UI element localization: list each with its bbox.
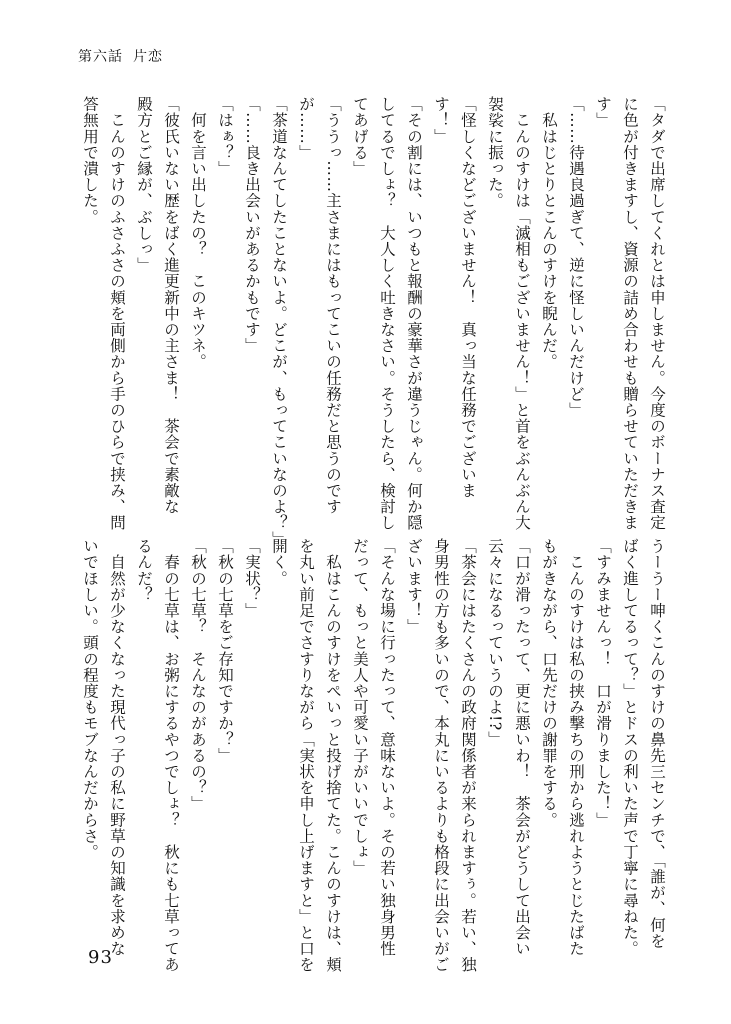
- text-line: 「茶道なんてしたことないよ。どこが、もってこいなのよ？」: [270, 96, 288, 547]
- text-line: 答無用で潰した。: [81, 96, 99, 225]
- upper-text-block: [81, 96, 670, 547]
- text-line: こんのすけのふさふさの頬を両側から手のひらで挟み、問: [108, 96, 126, 531]
- text-line: てあげる」: [351, 96, 369, 177]
- text-line: 「すみませんっ！ 口が滑りました！」: [594, 538, 612, 828]
- text-line: 「彼氏いない歴をばく進更新中の主さま！ 茶会で素敵な: [162, 96, 180, 515]
- text-line: が……」: [297, 96, 315, 161]
- text-line: 殿方とご縁が、ぶしっ」: [135, 96, 153, 274]
- text-line: こんのすけは私の挟み撃ちの刑から逃れようとじたばた: [567, 538, 585, 957]
- text-line: 何を言い出したの？ このキツネ。: [189, 96, 207, 370]
- text-line: 身男性の方も多いので、本丸にいるよりも格段に出会いがご: [432, 538, 450, 973]
- chapter-title: 片恋: [133, 49, 163, 65]
- text-line: す」: [594, 96, 612, 129]
- text-line: に色が付きますし、資源の詰め合わせも贈らせていただきま: [621, 96, 639, 531]
- text-line: 「その割には、いつもと報酬の豪華さが違うじゃん。何か隠: [405, 96, 423, 531]
- text-line: 袈裟に振った。: [486, 96, 504, 209]
- text-line: 春の七草は、お粥にするやつでしょ？ 秋にも七草ってあ: [162, 538, 180, 973]
- text-line: ざいます！」: [405, 538, 423, 635]
- text-line: 「……待遇良過ぎて、逆に怪しいんだけど」: [567, 96, 585, 418]
- text-line: るんだ？: [135, 538, 153, 603]
- text-line: を丸い前足でさすりながら「実状を申し上げますと」と口を: [297, 538, 315, 973]
- text-line: 自然が少なくなった現代っ子の私に野草の知識を求めな: [108, 538, 126, 957]
- text-line: してるでしょ？ 大人しく吐きなさい。そうしたら、検討し: [378, 96, 396, 531]
- text-line: もがきながら、口先だけの謝罪をする。: [540, 538, 558, 828]
- text-line: 「口が滑ったって、更に悪いわ！ 茶会がどうして出会い: [513, 538, 531, 957]
- chapter-number: 第六話: [78, 49, 123, 65]
- text-line: 「怪しくなどございません！ 真っ当な任務でございま: [459, 96, 477, 499]
- text-line: 「はぁ？」: [216, 96, 234, 177]
- text-line: 「実状？」: [243, 538, 261, 619]
- text-line: うーうー呻くこんのすけの鼻先三センチで、「誰が、何を: [648, 538, 666, 949]
- text-line: 「秋の七草をご存知ですか？」: [216, 538, 234, 764]
- text-line: 「茶会にはたくさんの政府関係者が来られますぅ。若い、独: [459, 538, 477, 973]
- text-line: ばく進してるって？」とドスの利いた声で丁寧に尋ねた。: [621, 538, 639, 957]
- text-line: 「ううっ……主さまにはもってこいの任務だと思うのです: [324, 96, 342, 515]
- text-line: 「タダで出席してくれとは申しません。今度のボーナス査定: [648, 96, 666, 531]
- text-line: 「そんな場に行ったって、意味ないよ。その若い独身男性: [378, 538, 396, 957]
- text-line: いでほしい。頭の程度もモブなんだからさ。: [81, 538, 99, 860]
- text-line: す！」: [432, 96, 450, 145]
- text-line: こんのすけは「滅相もございません！」と首をぶんぶん大: [513, 96, 531, 531]
- text-line: 云々になるっていうのよ!?」: [486, 538, 504, 747]
- text-line: 開く。: [270, 538, 288, 587]
- page-number: 93: [88, 947, 113, 968]
- text-line: 「秋の七草？ そんなのがあるの？」: [189, 538, 207, 812]
- text-line: だって、もっと美人や可愛い子がいいでしょ」: [351, 538, 369, 877]
- text-line: 私はじとりとこんのすけを睨んだ。: [540, 96, 558, 370]
- text-line: 私はこんのすけをぺいっと投げ捨てた。こんのすけは、頬: [324, 538, 342, 973]
- text-line: 「……良き出会いがあるかもです」: [243, 96, 261, 354]
- running-header: [78, 46, 163, 66]
